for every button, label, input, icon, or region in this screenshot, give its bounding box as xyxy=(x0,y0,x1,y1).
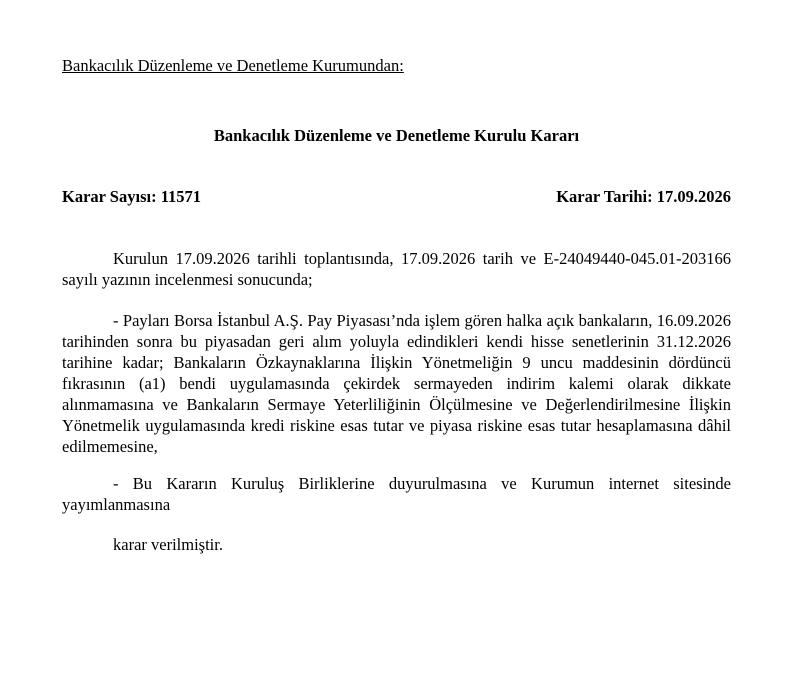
intro-paragraph: Kurulun 17.09.2026 tarihli toplantısında, 17.09.2026 tarih ve E-24049440-045.01-203166 sayılı yazının incelenmesi sonucunda; xyxy=(62,249,731,289)
decision-number: Karar Sayısı: 11571 xyxy=(62,187,202,206)
issuing-institution: Bankacılık Düzenleme ve Denetleme Kurumundan: xyxy=(62,56,404,75)
decision-date: Karar Tarihi: 17.09.2026 xyxy=(556,187,731,206)
decision-item-announcement: - Bu Kararın Kuruluş Birliklerine duyurulmasına ve Kurumun internet sitesinde yayımlanmasına xyxy=(62,474,731,514)
decision-title: Bankacılık Düzenleme ve Denetleme Kurulu Kararı xyxy=(213,126,580,145)
decision-meta-row xyxy=(62,187,731,207)
closing-statement: karar verilmiştir. xyxy=(113,535,223,554)
decision-item-treasury-shares: - Payları Borsa İstanbul A.Ş. Pay Piyasası’nda işlem gören halka açık bankaların, 16.09.2026 tarihinden sonra bu piyasadan geri alım yoluyla edindikleri kendi hisse senetlerinin 31.12.2026 tarihine kadar; Bankaların Özkaynaklarına İlişkin Yönetmeliğin 9 uncu maddesinin dördüncü fıkrasının (a1) bendi uygulamasında çekirdek sermayeden indirim kalemi olarak dikkate alınmamasına ve Bankaların Sermaye Yeterliliğinin Ölçülmesine ve Değerlendirilmesine İlişkin Yönetmelik uygulamasında kredi riskine esas tutar ve piyasa riskine esas tutar hesaplamasına dâhil edilmemesine, xyxy=(62,311,731,456)
